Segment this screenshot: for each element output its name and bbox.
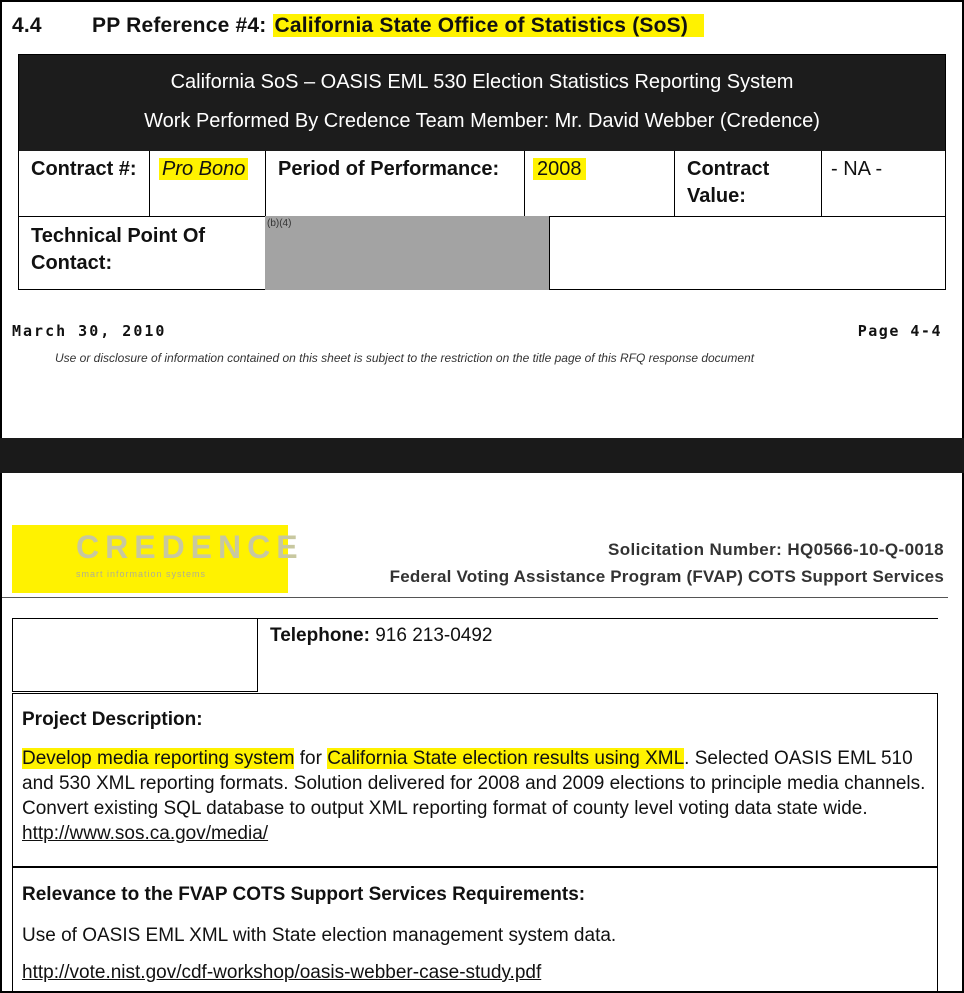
- header-line-2: Work Performed By Credence Team Member: Mr. David Webber (Credence): [144, 110, 820, 132]
- header-rule: [2, 597, 948, 598]
- header-line-1: California SoS – OASIS EML 530 Election Statistics Reporting System: [170, 71, 794, 93]
- footer-page-number: Page 4-4: [857, 322, 942, 340]
- section-heading: [12, 14, 704, 38]
- highlight-media-system: Develop media reporting system: [22, 748, 295, 769]
- reference-table: [18, 54, 946, 290]
- logo-wordmark: CREDENCE: [76, 529, 304, 565]
- redaction-code: (b)(4): [267, 218, 292, 229]
- tech-poc-label: Technical Point Of Contact:: [31, 225, 206, 274]
- relevance-heading: Relevance to the FVAP COTS Support Services Requirements:: [22, 884, 586, 905]
- program-name: Federal Voting Assistance Program (FVAP) COTS Support Services: [389, 567, 944, 586]
- telephone-value: 916 213-0492: [375, 625, 493, 646]
- relevance-text: Use of OASIS EML XML with State election management system data.: [22, 925, 617, 946]
- contract-value: Pro Bono: [159, 158, 248, 180]
- divider: [524, 151, 525, 216]
- section-title: California State Office of Statistics (SoS): [273, 14, 705, 37]
- contract-value-value: - NA -: [831, 158, 883, 180]
- divider: [265, 151, 266, 216]
- text-segment: . Selected OASIS EML 510 and 530 XML reporting formats. Solution delivered for 2008 and 2009 elections to principle media channels. Convert existing SQL database to output XML reporting format of county level voting data state wide.: [22, 748, 926, 819]
- contract-value-label: Contract Value:: [687, 158, 770, 207]
- redacted-block: [265, 216, 549, 290]
- divider: [549, 216, 550, 290]
- page-break-bar: [0, 438, 964, 473]
- reference-table-header: [19, 55, 945, 151]
- divider: [821, 151, 822, 216]
- highlight-california-xml: California State election results using XML: [327, 748, 685, 769]
- contact-rule: [258, 618, 938, 619]
- section-prefix: PP Reference #4:: [92, 14, 267, 37]
- period-value: 2008: [533, 158, 586, 180]
- contact-cell: [12, 618, 258, 692]
- project-description-text: [22, 746, 927, 846]
- logo-tagline: smart information systems: [76, 569, 207, 579]
- company-logo: [12, 525, 304, 593]
- project-description-heading: Project Description:: [22, 709, 203, 730]
- text-segment: for: [294, 748, 328, 769]
- section-number: 4.4: [12, 14, 42, 37]
- telephone-label: Telephone:: [270, 625, 370, 646]
- divider: [674, 151, 675, 216]
- period-label: Period of Performance:: [278, 158, 500, 180]
- solicitation-number: Solicitation Number: HQ0566-10-Q-0018: [607, 540, 944, 559]
- contract-label: Contract #:: [31, 158, 137, 180]
- case-study-link[interactable]: http://vote.nist.gov/cdf-workshop/oasis-webber-case-study.pdf: [22, 962, 542, 983]
- sos-media-link[interactable]: http://www.sos.ca.gov/media/: [22, 823, 269, 844]
- divider: [149, 151, 150, 216]
- footer-notice: Use or disclosure of information contained on this sheet is subject to the restriction on the title page of this RFQ response document: [55, 351, 755, 365]
- telephone-line: [270, 625, 493, 647]
- footer-date: March 30, 2010: [12, 322, 167, 340]
